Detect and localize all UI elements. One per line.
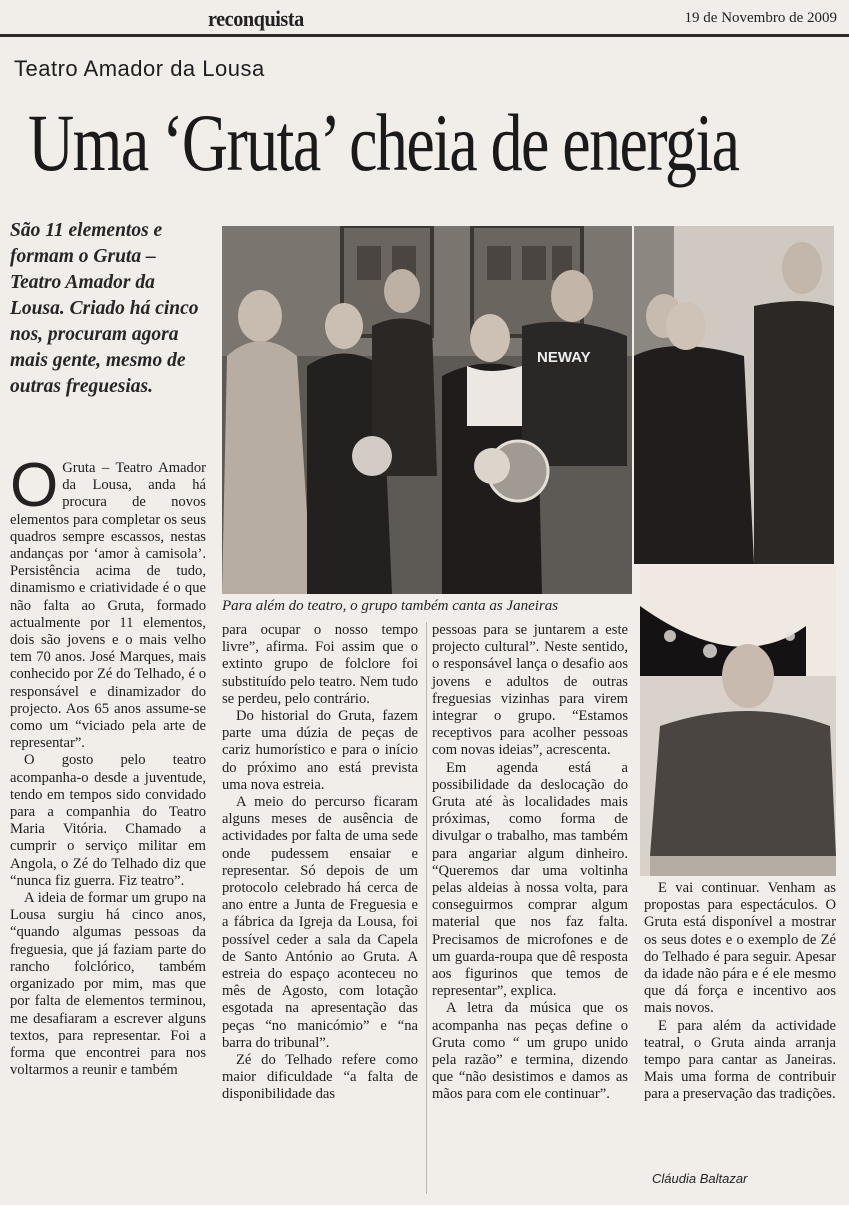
paragraph: O gosto pelo teatro acompanha-o desde a juventude, tendo em tempos sido convidado para a companhia do Teatro Maria Vitória. Chamado a cumprir o serviço militar em Angola, o Zé do Telhado diz que “nunca fiz guerra. Fiz teatro”.: [10, 752, 206, 889]
paragraph: para ocupar o nosso tempo livre”, afirma. Foi assim que o extinto grupo de folclore foi substituído pelo teatro. Nem tudo se perdeu, pelo contrário.: [222, 622, 418, 707]
portrait-photo: [640, 566, 836, 876]
masthead-name: reconquista: [208, 6, 304, 31]
paragraph: A meio do percurso ficaram alguns meses de ausência de actividades por falta de uma sede onde pudessem ensaiar e representar. Só depois de um protocolo celebrado há cerca de ano entre a Junta de Freguesia e a fábrica da Igreja da Lousa, foi possível ceder a sala da Capela de Santo António ao Gruta. A estreia do espaço aconteceu no mês de Agosto, com lotação esgotada na apresentação das peças “no manicómio” e “na barra do tribunal”.: [222, 794, 418, 1051]
paragraph: A letra da música que os acompanha nas peças define o Gruta como “ um grupo unido pela razão” e termina, dizendo que “não desistimos e damos as mãos para com ele continuar”.: [432, 1000, 628, 1103]
paragraph: E para além da actividade teatral, o Gruta ainda arranja tempo para cantar as Janeiras. Mais uma forma de contribuir para a preservação das tradições.: [644, 1017, 836, 1103]
dropcap: O: [10, 451, 59, 520]
author-signature: Cláudia Baltazar: [652, 1171, 748, 1186]
paragraph: A ideia de formar um grupo na Lousa surgiu há cinco anos, “quando algumas pessoas da freguesia, que já faziam parte do rancho folclórico, também organizado por mim, mas que por falta de elementos terminou, me desafiaram a escrever alguns textos, para representar. Foi a forma que encontrei para nos voltarmos a reunir e também: [10, 890, 206, 1079]
article-column-3: [432, 622, 628, 1104]
photo-sweater-text: NEWAY: [537, 349, 591, 366]
article-lead: São 11 elementos e formam o Gruta – Teatro Amador da Lousa. Criado há cinco nos, procuram agora mais gente, mesmo de outras freguesias.: [10, 220, 199, 397]
article-column-1: [10, 451, 206, 1079]
paragraph: pessoas para se juntarem a este projecto cultural”. Neste sentido, o responsável lança o desafio aos jovens e adultos de outras freguesias vizinhas para virem integrar o grupo. “Estamos receptivos para acolher pessoas com novas ideias”, acrescenta.: [432, 622, 628, 759]
photo-caption: Para além do teatro, o grupo também canta as Janeiras: [222, 598, 559, 614]
masthead-rule: [0, 34, 849, 37]
article-column-4: [644, 880, 836, 1104]
group-photo: [222, 226, 632, 594]
paragraph-text: Gruta – Teatro Amador da Lousa, anda há procura de novos elementos para completar os seus quadros sempre escassos, nestas andanças por ‘amor à camisola’. Persistência acima de tudo, dinamismo e criatividade é o que não falta ao Gruta, formado actualmente por 11 elementos, dois são jovens e o mais velho tem 70 anos. José Marques, mais conhecido por Zé do Telhado, é o responsável e dinamizador do projecto. Aos 65 anos assume-se como um “viciado pela arte de representar”.: [10, 460, 206, 752]
paragraph: Do historial do Gruta, fazem parte uma dúzia de peças de cariz humorístico e para o início do próximo ano está prevista uma nova estreia.: [222, 708, 418, 793]
column-divider: [426, 622, 427, 1194]
article-kicker: Teatro Amador da Lousa: [14, 56, 265, 81]
article-column-2: [222, 622, 418, 1104]
paragraph: Em agenda está a possibilidade da deslocação do Gruta até às localidades mais próximas, como forma de divulgar o trabalho, mas também para angariar algum dinheiro. “Queremos dar uma voltinha pelas aldeias à nossa volta, para conseguirmos comprar algum material que nos faz falta. Precisamos de microfones e de um guarda-roupa que dê resposta aos figurinos que temos de representar”, explica.: [432, 759, 628, 1000]
article-headline: Uma ‘Gruta’ cheia de energia: [28, 97, 739, 188]
paragraph: Zé do Telhado refere como maior dificuldade “a falta de disponibilidade das: [222, 1052, 418, 1103]
group-photo-right: [634, 226, 834, 564]
paragraph: [10, 451, 206, 752]
masthead-date: 19 de Novembro de 2009: [684, 10, 837, 26]
paragraph: E vai continuar. Venham as propostas para espectáculos. O Gruta está disponível a mostrar os seus dotes e o exemplo de Zé do Telhado é para seguir. Apesar da idade não pára e é ele mesmo que dá força e incentivo aos mais novos.: [644, 880, 836, 1017]
